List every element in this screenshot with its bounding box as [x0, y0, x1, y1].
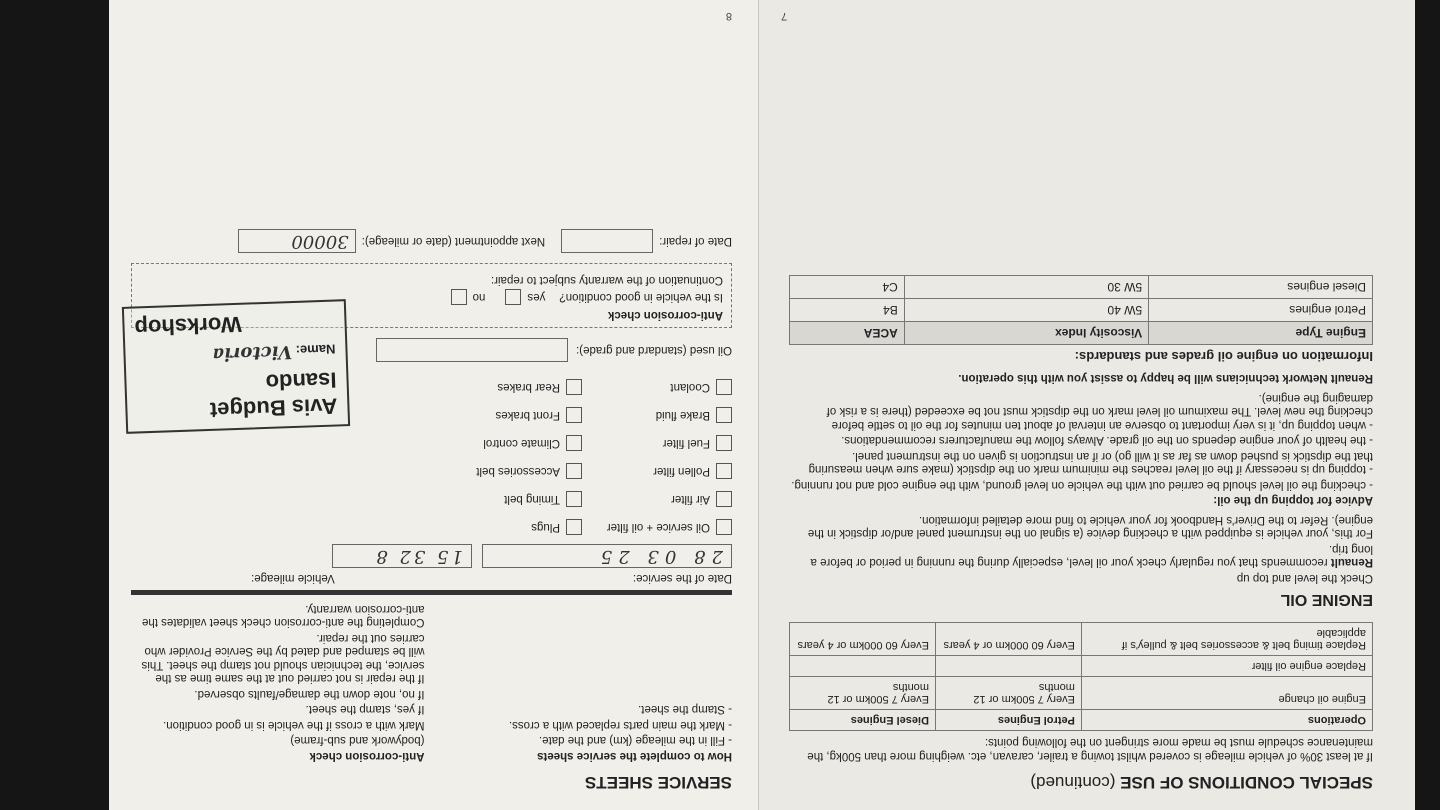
advice-2: - topping up is necessary if the oil level reaches the minimum mark on the dipstick (make sure when measuring that the dipstick is pushed down as far as it will go) or if an instruction is given on the instrument panel. — [808, 450, 1373, 476]
check-front-brakes[interactable] — [462, 408, 582, 424]
check-accessories-belt[interactable] — [462, 464, 582, 480]
repair-row — [131, 230, 732, 254]
intro-text: If at least 30% of vehicle mileage is covered whilst towing a trailer, caravan, etc. weighing more than 500kg, the maintenance schedule must be made more stringent on the following points: — [807, 736, 1373, 762]
cell: Replace timing belt & accessories belt & pulley's if applicable — [1081, 623, 1372, 656]
table-row — [790, 656, 1373, 677]
cell: Diesel engines — [1149, 276, 1373, 299]
divider — [131, 591, 732, 596]
checkbox[interactable] — [566, 408, 582, 424]
checkbox[interactable] — [716, 464, 732, 480]
table-row — [790, 677, 1373, 710]
howto-3: - Stamp the sheet. — [638, 703, 732, 716]
no-label: no — [472, 291, 486, 303]
page-special-conditions — [759, 0, 1415, 810]
anticorrosion-check-heading: Anti-corrosion check — [607, 309, 723, 322]
check-brake-fluid[interactable] — [582, 408, 732, 424]
howto-2: - Mark the main parts replaced with a cross. — [508, 719, 732, 731]
no-checkbox[interactable] — [451, 289, 467, 305]
cell: B4 — [790, 299, 905, 322]
continuation-text: Continuation of the warranty subject to repair: — [490, 274, 723, 286]
advice-heading: Advice for topping up the oil: — [1213, 494, 1373, 507]
cell: 5W 30 — [904, 276, 1148, 299]
ac-3: If yes, stamp the sheet. — [305, 703, 425, 716]
check-pollen-filter[interactable] — [582, 464, 732, 480]
date-label: Date of the service: — [632, 572, 732, 585]
page-number: 7 — [781, 10, 788, 22]
checking-device-text: For this, your vehicle is equipped with a checking device (a signal on the instrument panel and/or dipstick in the engine). Refer to the Driver's Handbook for your vehicle to find more detailed information. — [807, 514, 1373, 540]
oil-used-label: Oil used (standard and grade): — [576, 344, 732, 357]
signature: Victoria — [212, 341, 293, 365]
service-date-field[interactable]: 28 03 25 — [482, 545, 732, 569]
checkbox[interactable] — [566, 520, 582, 536]
check-label: Accessories belt — [476, 465, 560, 478]
stamp-name-row — [135, 340, 336, 368]
renault-recommend — [789, 542, 1373, 569]
renault-note: Renault Network technicians will be happy to assist you with this operation. — [958, 372, 1373, 385]
check-label: Coolant — [670, 381, 710, 394]
page-title: SERVICE SHEETS — [584, 773, 732, 792]
check-climate-control[interactable] — [462, 436, 582, 452]
oil-used-field[interactable] — [376, 339, 568, 363]
col-acea: ACEA — [790, 322, 905, 345]
check-label: Climate control — [483, 437, 560, 450]
page-title — [789, 772, 1373, 792]
anticorrosion-heading: Anti-corrosion check — [309, 750, 425, 762]
ac-5: If the repair is not carried out at the same time as the service, the technician should not stamp the sheet. This will be stamped and dated by the Service Provider who carries out the repair. — [141, 632, 425, 685]
check-air-filter[interactable] — [582, 492, 732, 508]
check-label: Rear brakes — [497, 381, 560, 394]
oil-grades-table — [789, 276, 1373, 346]
advice-3: - the health of your engine depends on the oil grade. Always follow the manufacturers recommendations. — [841, 434, 1373, 447]
ac-1: (bodywork and sub-frame) — [290, 734, 425, 747]
cell: Every 7 500km or 12 months — [790, 677, 936, 710]
page-service-sheets — [109, 0, 759, 810]
check-fuel-filter[interactable] — [582, 436, 732, 452]
col-operations: Operations — [1081, 710, 1372, 731]
ac-6: Completing the anti-corrosion check sheet validates the anti-corrosion warranty. — [141, 603, 425, 629]
checkbox[interactable] — [566, 436, 582, 452]
col-petrol: Petrol Engines — [935, 710, 1081, 731]
table-row — [790, 623, 1373, 656]
col-viscosity: Viscosity Index — [904, 322, 1148, 345]
check-oil-service[interactable] — [582, 520, 732, 536]
check-plugs[interactable] — [462, 520, 582, 536]
table-row — [790, 276, 1373, 299]
cell — [935, 656, 1081, 677]
checkbox[interactable] — [716, 408, 732, 424]
workshop-stamp — [122, 299, 350, 434]
advice-4: - when topping up, it is very important to observe an interval of about ten minutes for the oil to settle before checking the new level. The maximum oil level mark on the dipstick must not be exceeded (there is a risk of damaging the engine). — [826, 392, 1373, 431]
stamp-workshop: Workshop — [134, 311, 243, 341]
next-appointment-field[interactable]: 30000 — [238, 230, 356, 254]
service-fields — [131, 573, 732, 585]
checkbox[interactable] — [566, 380, 582, 396]
check-coolant[interactable] — [582, 380, 732, 396]
checkbox[interactable] — [566, 464, 582, 480]
checkbox[interactable] — [716, 492, 732, 508]
check-label: Brake fluid — [655, 409, 710, 422]
check-label: Oil service + oil filter — [606, 521, 710, 534]
vehicle-mileage-field[interactable]: 15 32 8 — [332, 545, 472, 569]
check-heading: Check the level and top up — [1236, 572, 1373, 584]
check-label: Air filter — [671, 493, 710, 506]
cell: Every 7 500km or 12 months — [935, 677, 1081, 710]
repair-date-field[interactable] — [561, 230, 653, 254]
cell: Every 60 000km or 4 years — [935, 623, 1081, 656]
page-number: 8 — [725, 10, 732, 22]
title-continued: (continued) — [1030, 773, 1116, 792]
check-rear-brakes[interactable] — [462, 380, 582, 396]
checkbox[interactable] — [716, 436, 732, 452]
yes-checkbox[interactable] — [505, 289, 521, 305]
check-label: Timing belt — [504, 493, 560, 506]
check-timing-belt[interactable] — [462, 492, 582, 508]
condition-question: Is the vehicle in good condition? — [559, 291, 723, 303]
table-row — [790, 299, 1373, 322]
cell: Every 60 000km or 4 years — [790, 623, 936, 656]
cell: Petrol engines — [1149, 299, 1373, 322]
check-label: Fuel filter — [662, 437, 710, 450]
check-label: Front brakes — [495, 409, 560, 422]
checkbox[interactable] — [566, 492, 582, 508]
checkbox[interactable] — [716, 520, 732, 536]
stamp-name-label: Name: — [295, 341, 336, 358]
cell: Engine oil change — [1081, 677, 1372, 710]
ac-4: If no, note down the damage/faults observed. — [194, 688, 425, 700]
howto-heading: How to complete the service sheets — [537, 750, 732, 762]
cell: 5W 40 — [904, 299, 1148, 322]
cell — [790, 656, 936, 677]
checkbox[interactable] — [716, 380, 732, 396]
howto-1: - Fill in the mileage (km) and the date. — [538, 734, 732, 747]
next-appointment-label: Next appointment (date or mileage): — [361, 235, 546, 248]
col-diesel: Diesel Engines — [790, 710, 936, 731]
mileage-label: Vehicle mileage: — [251, 572, 335, 585]
yes-label: yes — [527, 291, 546, 303]
repair-date-label: Date of repair: — [659, 235, 732, 248]
recommend-text: recommends that you regularly check your oil level, especially during the running in period or before a long trip. — [810, 543, 1373, 569]
oil-info-heading: Information on engine oil grades and standards: — [1074, 349, 1373, 364]
advice-1: - checking the oil level should be carried out with the vehicle on level ground, with the engine cold and not running. — [791, 479, 1373, 491]
check-label: Plugs — [531, 521, 560, 534]
engine-oil-title: ENGINE OIL — [1280, 591, 1373, 608]
title-bold: SPECIAL CONDITIONS OF USE — [1120, 773, 1373, 792]
operations-table — [789, 622, 1373, 731]
stamp-company: Avis Budget Isando — [209, 367, 338, 423]
brand-word: Renault — [1330, 556, 1373, 569]
cell: C4 — [790, 276, 905, 299]
col-engine-type: Engine Type — [1149, 322, 1373, 345]
check-label: Pollen filter — [653, 465, 710, 478]
cell: Replace engine oil filter — [1081, 656, 1372, 677]
ac-2: Mark with a cross if the vehicle is in good condition. — [163, 719, 425, 731]
